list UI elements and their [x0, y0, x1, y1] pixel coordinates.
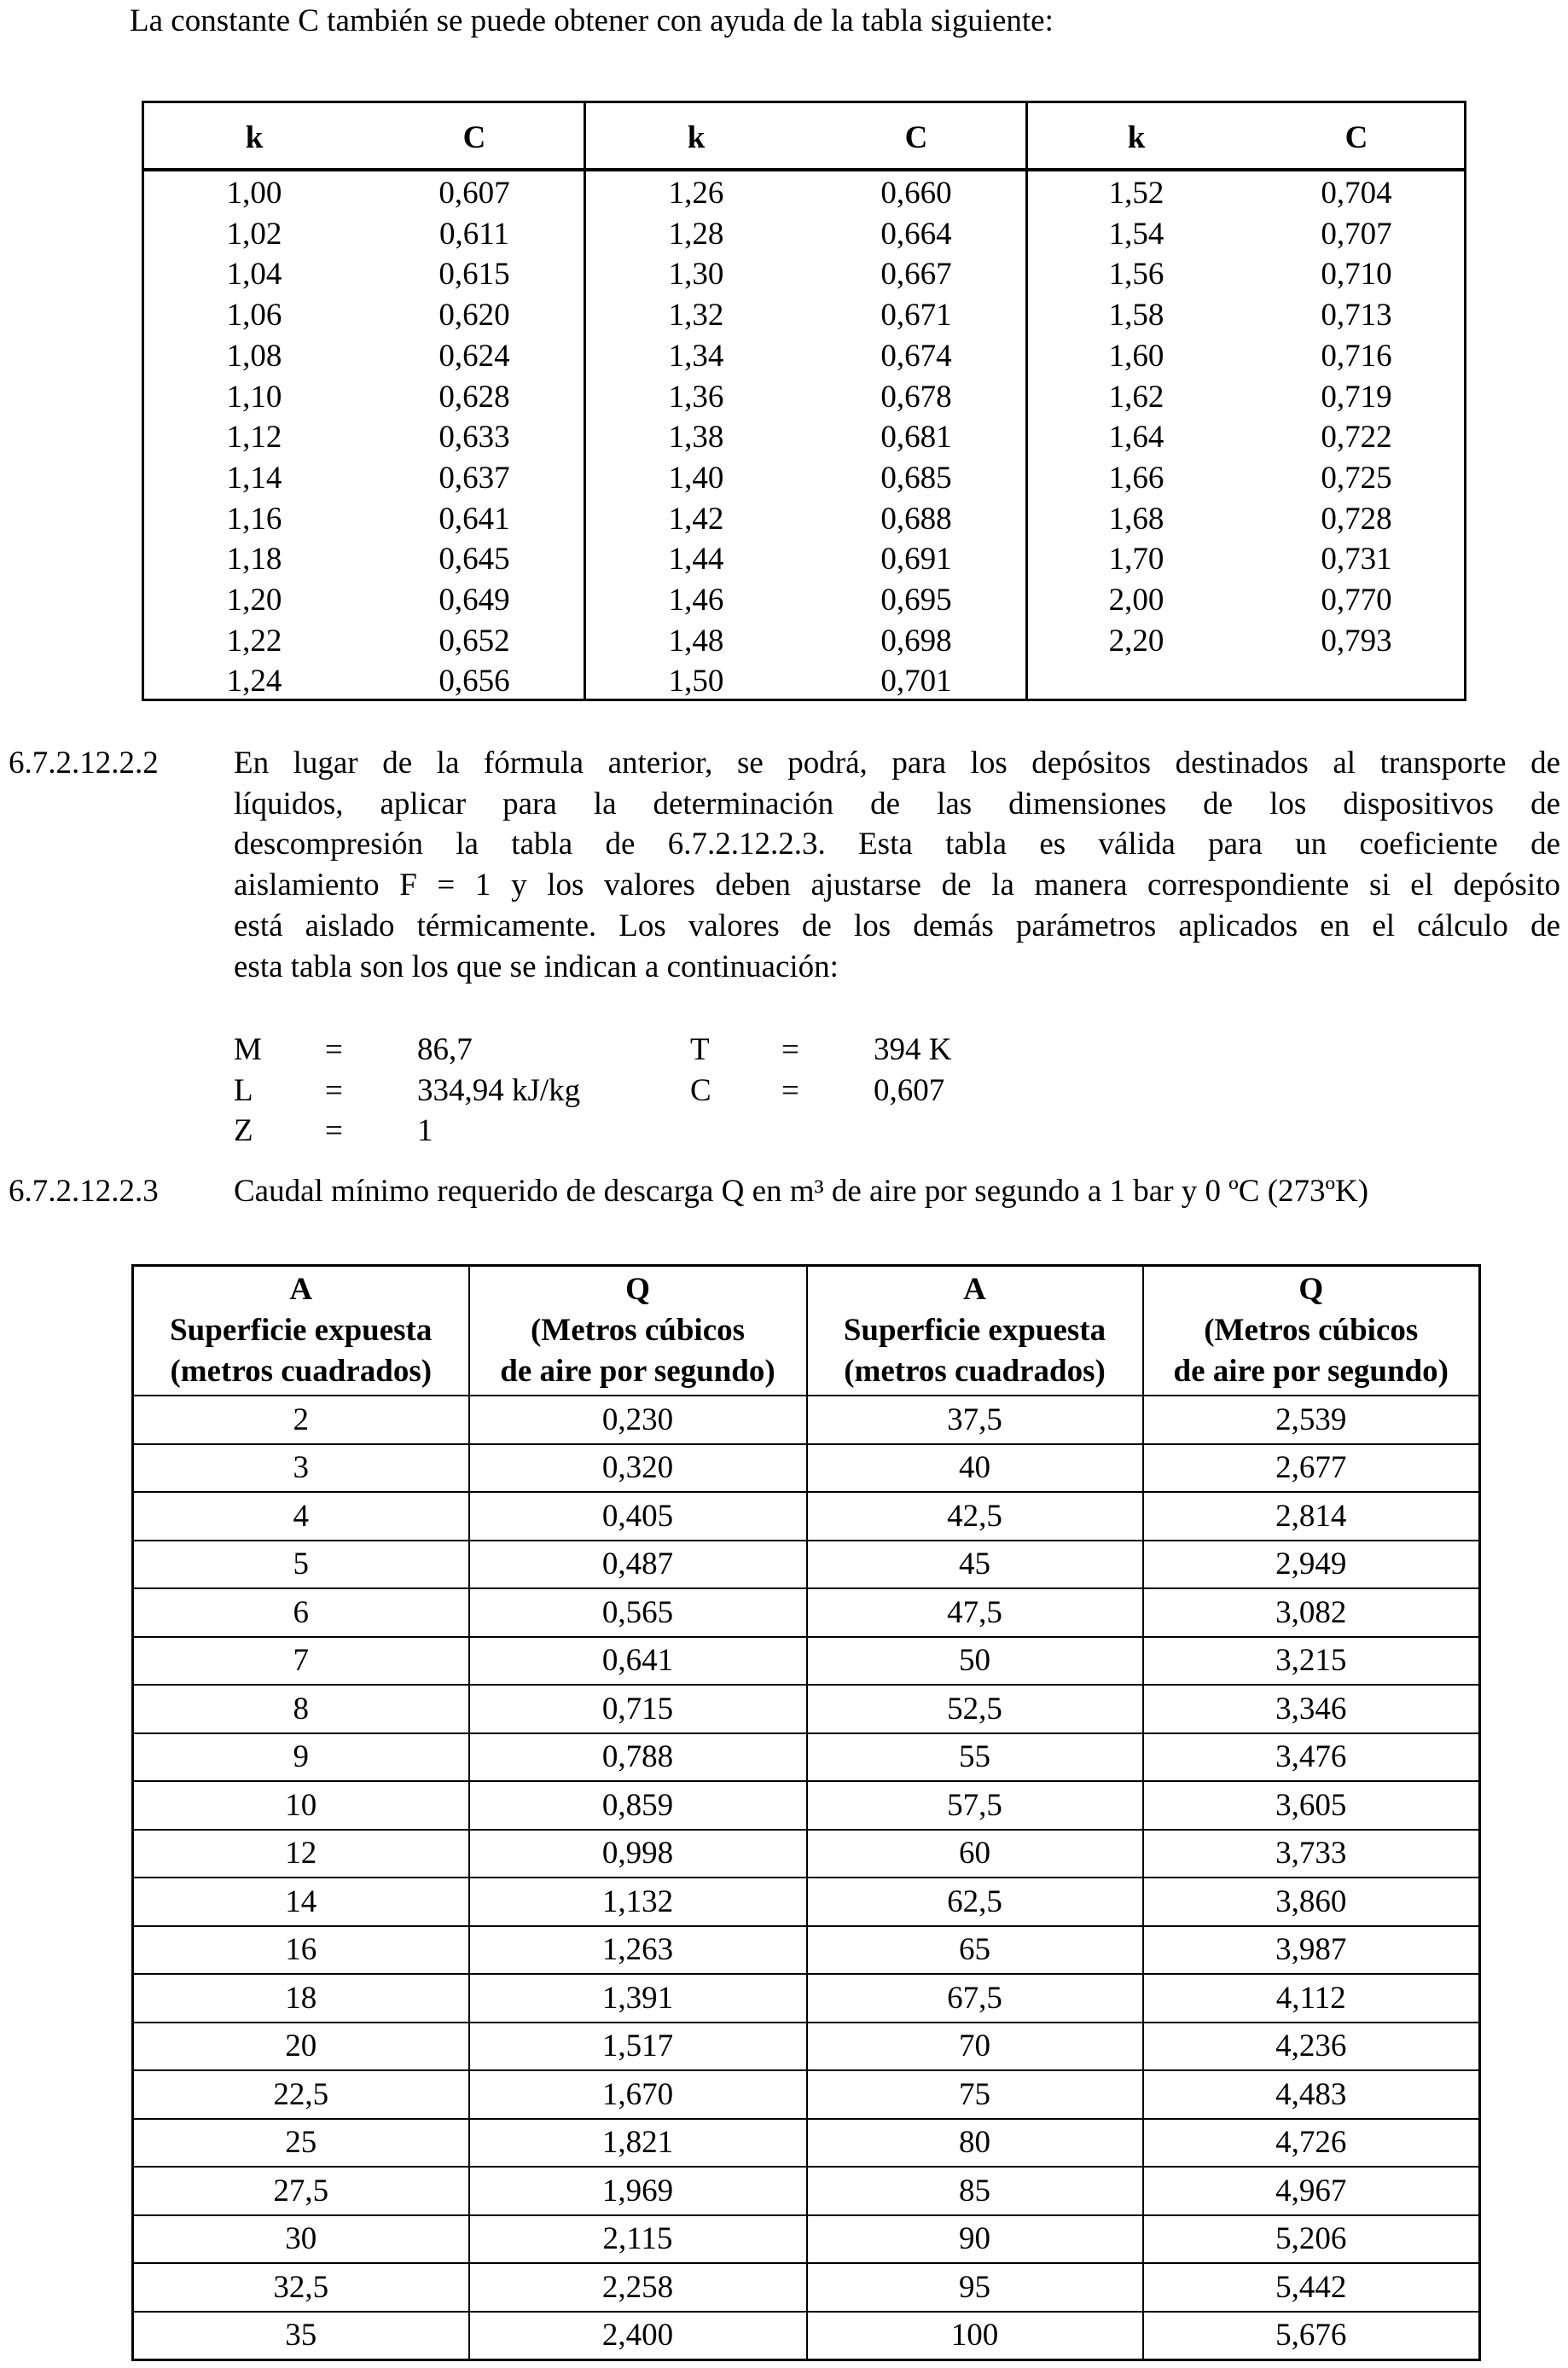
param-equals: = [325, 1073, 343, 1108]
table-row [133, 1733, 1480, 1782]
area-value: 16 [133, 1926, 469, 1975]
table-row [133, 1685, 1480, 1733]
area-value: 5 [133, 1541, 469, 1589]
c-value: 0,607 [438, 176, 510, 211]
table-row [133, 2167, 1480, 2215]
area-value: 3 [133, 1444, 469, 1493]
paragraph-line: líquidos, aplicar para la determinación de las dimensiones de los dispositivos de [234, 786, 1560, 821]
k-value: 1,62 [1108, 379, 1164, 415]
area-value: 32,5 [133, 2263, 469, 2312]
table-row [133, 1878, 1480, 1926]
area-value: 37,5 [807, 1396, 1143, 1444]
k-value: 1,52 [1108, 176, 1164, 211]
param-name: L [234, 1073, 253, 1108]
c-value: 0,667 [880, 257, 952, 293]
param-equals: = [325, 1113, 343, 1148]
param-value: 394 K [874, 1032, 952, 1067]
c-value: 0,704 [1321, 176, 1392, 211]
table-row [133, 2312, 1480, 2360]
area-value: 50 [807, 1637, 1143, 1686]
c-value: 0,660 [880, 176, 952, 211]
c-value: 0,716 [1321, 338, 1392, 374]
c-value: 0,701 [880, 664, 952, 699]
k-value: 1,58 [1108, 298, 1164, 334]
param-name: C [690, 1073, 711, 1108]
table-row [133, 1588, 1480, 1637]
column-header [469, 1266, 807, 1396]
column-header-line: Superficie expuesta [170, 1313, 433, 1348]
k-value: 1,46 [668, 583, 724, 618]
param-equals: = [325, 1032, 343, 1067]
k-value: 1,54 [1108, 216, 1164, 252]
area-value: 60 [807, 1830, 1143, 1878]
area-value: 10 [133, 1781, 469, 1830]
flow-value: 2,949 [1143, 1541, 1480, 1589]
c-value: 0,713 [1321, 298, 1392, 334]
flow-value: 3,605 [1143, 1781, 1480, 1830]
column-header: C [462, 120, 486, 155]
flow-value: 2,814 [1143, 1492, 1480, 1541]
c-value: 0,695 [880, 583, 952, 618]
section-caption: Caudal mínimo requerido de descarga Q en m³ de aire por segundo a 1 bar y 0 ºC (273ºK) [234, 1174, 1369, 1209]
area-value: 40 [807, 1444, 1143, 1493]
k-value: 1,26 [668, 176, 724, 211]
k-value: 1,00 [226, 176, 282, 211]
flow-value: 4,112 [1143, 1974, 1480, 2023]
param-equals: = [781, 1073, 799, 1108]
area-value: 6 [133, 1588, 469, 1637]
k-value: 1,04 [226, 257, 282, 293]
paragraph-line: descompresión la tabla de 6.7.2.12.2.3. Esta tabla es válida para un coeficiente de [234, 827, 1560, 862]
area-value: 25 [133, 2119, 469, 2168]
c-value: 0,649 [438, 583, 510, 618]
flow-value: 3,860 [1143, 1878, 1480, 1926]
area-value: 52,5 [807, 1685, 1143, 1733]
column-header: k [1127, 120, 1146, 155]
section-number: 6.7.2.12.2.2 [9, 746, 159, 781]
c-value: 0,678 [880, 379, 952, 415]
flow-value: 2,677 [1143, 1444, 1480, 1493]
k-value: 1,50 [668, 664, 724, 699]
area-value: 67,5 [807, 1974, 1143, 2023]
k-value: 1,22 [226, 623, 282, 659]
area-value: 55 [807, 1733, 1143, 1782]
flow-value: 4,726 [1143, 2119, 1480, 2168]
k-value: 1,56 [1108, 257, 1164, 293]
table-row [133, 1396, 1480, 1444]
column-header: C [904, 120, 928, 155]
k-value: 1,44 [668, 542, 724, 577]
k-value: 1,66 [1108, 460, 1164, 496]
c-value: 0,707 [1321, 216, 1392, 252]
flow-value: 4,483 [1143, 2070, 1480, 2119]
column-header [1143, 1266, 1480, 1396]
k-value: 1,34 [668, 338, 724, 374]
c-value: 0,671 [880, 298, 952, 334]
flow-value: 0,487 [469, 1541, 807, 1589]
area-value: 12 [133, 1830, 469, 1878]
table-row [133, 1830, 1480, 1878]
area-value: 100 [807, 2312, 1143, 2360]
paragraph-line: En lugar de la fórmula anterior, se podrá, para los depósitos destinados al transporte de [234, 746, 1560, 781]
param-equals: = [781, 1032, 799, 1067]
table-row [133, 1492, 1480, 1541]
flow-value: 1,263 [469, 1926, 807, 1975]
area-value: 8 [133, 1685, 469, 1733]
column-header-line: (Metros cúbicos [1204, 1313, 1419, 1348]
area-value: 47,5 [807, 1588, 1143, 1637]
table-header-row [133, 1266, 1480, 1396]
k-value: 2,00 [1108, 583, 1164, 618]
flow-value: 1,391 [469, 1974, 807, 2023]
intro-text: La constante C también se puede obtener con ayuda de la tabla siguiente: [130, 3, 1054, 38]
c-value: 0,633 [438, 420, 510, 456]
area-value: 14 [133, 1878, 469, 1926]
table-row [133, 1541, 1480, 1589]
paragraph-line: esta tabla son los que se indican a continuación: [234, 949, 839, 984]
c-value: 0,691 [880, 542, 952, 577]
area-value: 65 [807, 1926, 1143, 1975]
k-value: 1,06 [226, 298, 282, 334]
column-header-line: (Metros cúbicos [530, 1313, 746, 1348]
column-header [133, 1266, 469, 1396]
column-header-line: Q [1298, 1272, 1324, 1307]
k-value: 1,64 [1108, 420, 1164, 456]
param-name: T [690, 1032, 710, 1067]
param-value: 334,94 kJ/kg [417, 1073, 581, 1108]
param-value: 1 [417, 1113, 433, 1148]
k-value: 1,08 [226, 338, 282, 374]
table-row [133, 2263, 1480, 2312]
area-value: 57,5 [807, 1781, 1143, 1830]
c-value: 0,731 [1321, 542, 1392, 577]
k-value: 1,42 [668, 501, 724, 537]
param-name: M [234, 1032, 262, 1067]
c-value: 0,722 [1321, 420, 1392, 456]
column-header-line: A [963, 1272, 986, 1307]
area-value: 90 [807, 2215, 1143, 2264]
c-value: 0,620 [438, 298, 510, 334]
c-value: 0,637 [438, 460, 510, 496]
flow-value: 2,400 [469, 2312, 807, 2360]
k-value: 1,48 [668, 623, 724, 659]
flow-value: 4,236 [1143, 2023, 1480, 2071]
area-value: 22,5 [133, 2070, 469, 2119]
c-value: 0,698 [880, 623, 952, 659]
area-value: 70 [807, 2023, 1143, 2071]
c-value: 0,719 [1321, 379, 1392, 415]
flow-value: 0,230 [469, 1396, 807, 1444]
column-header-line: Q [625, 1272, 650, 1307]
table-row [133, 1444, 1480, 1493]
c-value: 0,685 [880, 460, 952, 496]
area-value: 18 [133, 1974, 469, 2023]
flow-value: 2,258 [469, 2263, 807, 2312]
c-value: 0,656 [438, 664, 510, 699]
area-value: 20 [133, 2023, 469, 2071]
k-c-table [142, 101, 1466, 701]
area-value: 75 [807, 2070, 1143, 2119]
flow-value: 0,715 [469, 1685, 807, 1733]
c-value: 0,725 [1321, 460, 1392, 496]
area-value: 7 [133, 1637, 469, 1686]
c-value: 0,664 [880, 216, 952, 252]
table-row [133, 1926, 1480, 1975]
flow-value: 1,670 [469, 2070, 807, 2119]
column-divider [584, 103, 586, 699]
flow-value: 4,967 [1143, 2167, 1480, 2215]
c-value: 0,674 [880, 338, 952, 374]
column-header-line: A [289, 1272, 313, 1307]
c-value: 0,688 [880, 501, 952, 537]
flow-value: 3,733 [1143, 1830, 1480, 1878]
c-value: 0,710 [1321, 257, 1392, 293]
table-row [133, 2215, 1480, 2264]
c-value: 0,615 [438, 257, 510, 293]
paragraph-line: está aislado térmicamente. Los valores de los demás parámetros aplicados en el cálculo de [234, 908, 1560, 943]
area-value: 42,5 [807, 1492, 1143, 1541]
section-number: 6.7.2.12.2.3 [9, 1174, 159, 1209]
flow-value: 5,676 [1143, 2312, 1480, 2360]
k-value: 1,70 [1108, 542, 1164, 577]
c-value: 0,728 [1321, 501, 1392, 537]
area-value: 35 [133, 2312, 469, 2360]
k-value: 2,20 [1108, 623, 1164, 659]
area-value: 4 [133, 1492, 469, 1541]
flow-value: 5,442 [1143, 2263, 1480, 2312]
column-header-line: (metros cuadrados) [170, 1354, 433, 1389]
column-header-line: Superficie expuesta [843, 1313, 1106, 1348]
table-row [133, 1781, 1480, 1830]
flow-value: 3,476 [1143, 1733, 1480, 1782]
c-value: 0,611 [439, 216, 509, 252]
k-value: 1,16 [226, 501, 282, 537]
c-value: 0,652 [438, 623, 510, 659]
k-value: 1,38 [668, 420, 724, 456]
flow-value: 3,215 [1143, 1637, 1480, 1686]
k-value: 1,12 [226, 420, 282, 456]
column-header-line: de aire por segundo) [500, 1354, 775, 1389]
flow-value: 0,320 [469, 1444, 807, 1493]
k-value: 1,32 [668, 298, 724, 334]
column-header-line: de aire por segundo) [1173, 1354, 1449, 1389]
table-row [133, 2119, 1480, 2168]
area-flow-table [131, 1264, 1481, 2361]
k-value: 1,28 [668, 216, 724, 252]
param-name: Z [234, 1113, 253, 1148]
flow-value: 3,987 [1143, 1926, 1480, 1975]
flow-value: 3,082 [1143, 1588, 1480, 1637]
area-value: 95 [807, 2263, 1143, 2312]
flow-value: 0,998 [469, 1830, 807, 1878]
flow-value: 2,115 [469, 2215, 807, 2264]
area-value: 85 [807, 2167, 1143, 2215]
table-row [133, 2070, 1480, 2119]
column-header [807, 1266, 1143, 1396]
k-c-table-header [144, 103, 1464, 171]
column-header: C [1344, 120, 1368, 155]
k-value: 1,14 [226, 460, 282, 496]
param-value: 86,7 [417, 1032, 473, 1067]
flow-value: 3,346 [1143, 1685, 1480, 1733]
c-value: 0,641 [438, 501, 510, 537]
flow-value: 0,565 [469, 1588, 807, 1637]
c-value: 0,624 [438, 338, 510, 374]
k-value: 1,36 [668, 379, 724, 415]
flow-value: 0,859 [469, 1781, 807, 1830]
k-value: 1,40 [668, 460, 724, 496]
column-header: k [245, 120, 264, 155]
k-value: 1,20 [226, 583, 282, 618]
k-value: 1,60 [1108, 338, 1164, 374]
area-value: 30 [133, 2215, 469, 2264]
table-row [133, 1637, 1480, 1686]
table-row [133, 2023, 1480, 2071]
c-value: 0,770 [1321, 583, 1392, 618]
flow-value: 1,517 [469, 2023, 807, 2071]
param-value: 0,607 [874, 1073, 945, 1108]
c-value: 0,628 [438, 379, 510, 415]
flow-value: 1,821 [469, 2119, 807, 2168]
area-value: 80 [807, 2119, 1143, 2168]
flow-value: 5,206 [1143, 2215, 1480, 2264]
c-value: 0,681 [880, 420, 952, 456]
k-value: 1,30 [668, 257, 724, 293]
k-value: 1,24 [226, 664, 282, 699]
column-divider [1025, 103, 1028, 699]
area-value: 9 [133, 1733, 469, 1782]
k-value: 1,18 [226, 542, 282, 577]
column-header-line: (metros cuadrados) [844, 1354, 1106, 1389]
table-row [133, 1974, 1480, 2023]
flow-value: 1,969 [469, 2167, 807, 2215]
area-value: 45 [807, 1541, 1143, 1589]
k-value: 1,10 [226, 379, 282, 415]
paragraph-line: aislamiento F = 1 y los valores deben ajustarse de la manera correspondiente si el depósito [234, 868, 1560, 903]
flow-value: 0,641 [469, 1637, 807, 1686]
c-value: 0,793 [1321, 623, 1392, 659]
flow-value: 0,405 [469, 1492, 807, 1541]
flow-value: 2,539 [1143, 1396, 1480, 1444]
area-value: 2 [133, 1396, 469, 1444]
c-value: 0,645 [438, 542, 510, 577]
flow-value: 0,788 [469, 1733, 807, 1782]
area-value: 62,5 [807, 1878, 1143, 1926]
area-value: 27,5 [133, 2167, 469, 2215]
k-value: 1,68 [1108, 501, 1164, 537]
flow-value: 1,132 [469, 1878, 807, 1926]
k-value: 1,02 [226, 216, 282, 252]
column-header: k [687, 120, 706, 155]
